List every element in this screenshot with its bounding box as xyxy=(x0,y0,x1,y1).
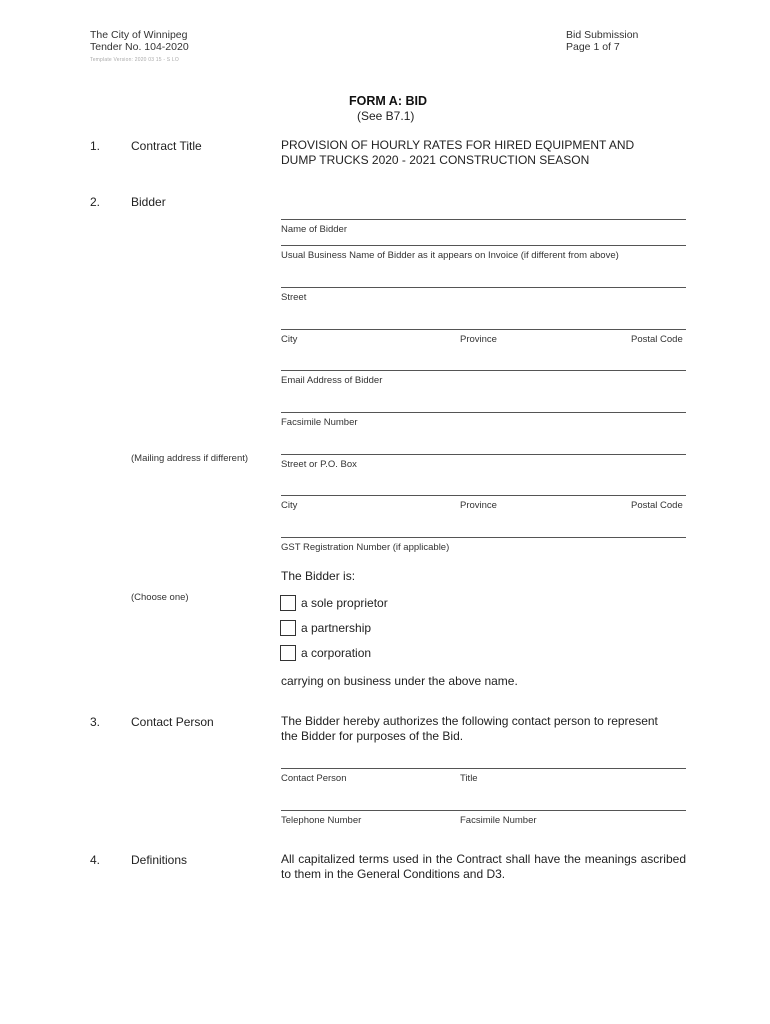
name-of-bidder-field[interactable] xyxy=(281,219,686,220)
corporation-label: a corporation xyxy=(301,646,372,660)
mailing-province-label: Province xyxy=(460,500,497,511)
section-1-label: Contract Title xyxy=(131,139,202,153)
street-po-box-field[interactable] xyxy=(281,454,686,455)
mailing-city-label: City xyxy=(281,500,298,511)
city-province-postal-field[interactable] xyxy=(281,329,686,330)
contact-person-label: Contact Person xyxy=(281,773,347,784)
province-label: Province xyxy=(460,334,497,345)
street-label: Street xyxy=(281,292,307,303)
email-field[interactable] xyxy=(281,370,686,371)
section-1-number: 1. xyxy=(90,139,101,153)
street-field[interactable] xyxy=(281,287,686,288)
section-3-number: 3. xyxy=(90,715,101,729)
postal-code-label: Postal Code xyxy=(631,334,683,345)
telephone-label: Telephone Number xyxy=(281,815,362,826)
usual-business-name-field[interactable] xyxy=(281,245,686,246)
gst-number-field[interactable] xyxy=(281,537,686,538)
header-city: The City of Winnipeg xyxy=(90,29,188,41)
contact-facsimile-label: Facsimile Number xyxy=(460,815,537,826)
bidder-is-heading: The Bidder is: xyxy=(281,569,356,583)
section-4-label: Definitions xyxy=(131,853,188,867)
mailing-address-note: (Mailing address if different) xyxy=(131,453,249,464)
street-po-box-label: Street or P.O. Box xyxy=(281,459,357,470)
sole-proprietor-checkbox[interactable] xyxy=(280,595,296,611)
template-version: Template Version: 2020 03 15 - S LO xyxy=(90,57,179,63)
city-label: City xyxy=(281,334,298,345)
form-reference: (See B7.1) xyxy=(357,109,415,123)
section-3-label: Contact Person xyxy=(131,715,214,729)
header-tender-number: Tender No. 104-2020 xyxy=(90,41,189,53)
header-bid-submission: Bid Submission xyxy=(566,29,639,41)
gst-number-label: GST Registration Number (if applicable) xyxy=(281,542,450,553)
name-of-bidder-label: Name of Bidder xyxy=(281,224,348,235)
contact-title-label: Title xyxy=(460,773,478,784)
definitions-text: All capitalized terms used in the Contract shall have the meanings ascribed to them in the General Conditions and D3. xyxy=(281,852,686,881)
facsimile-label: Facsimile Number xyxy=(281,417,358,428)
carrying-on-business-text: carrying on business under the above name. xyxy=(281,674,518,688)
sole-proprietor-label: a sole proprietor xyxy=(301,596,388,610)
section-4-number: 4. xyxy=(90,853,101,867)
mailing-city-province-postal-field[interactable] xyxy=(281,495,686,496)
contact-authorization-line-1: The Bidder hereby authorizes the following contact person to represent xyxy=(281,714,658,728)
section-2-label: Bidder xyxy=(131,195,166,209)
header-page-number: Page 1 of 7 xyxy=(566,41,620,53)
usual-business-name-label: Usual Business Name of Bidder as it appears on Invoice (if different from above) xyxy=(281,250,619,261)
contact-person-title-field[interactable] xyxy=(281,768,686,769)
contact-authorization-line-2: the Bidder for purposes of the Bid. xyxy=(281,729,464,743)
corporation-checkbox[interactable] xyxy=(280,645,296,661)
partnership-label: a partnership xyxy=(301,621,372,635)
form-title: FORM A: BID xyxy=(349,94,427,108)
contract-title-line-2: DUMP TRUCKS 2020 - 2021 CONSTRUCTION SEASON xyxy=(281,153,590,167)
section-2-number: 2. xyxy=(90,195,101,209)
email-label: Email Address of Bidder xyxy=(281,375,383,386)
facsimile-field[interactable] xyxy=(281,412,686,413)
mailing-postal-code-label: Postal Code xyxy=(631,500,683,511)
partnership-checkbox[interactable] xyxy=(280,620,296,636)
choose-one-note: (Choose one) xyxy=(131,592,189,603)
telephone-facsimile-field[interactable] xyxy=(281,810,686,811)
contract-title-line-1: PROVISION OF HOURLY RATES FOR HIRED EQUIPMENT AND xyxy=(281,138,635,152)
